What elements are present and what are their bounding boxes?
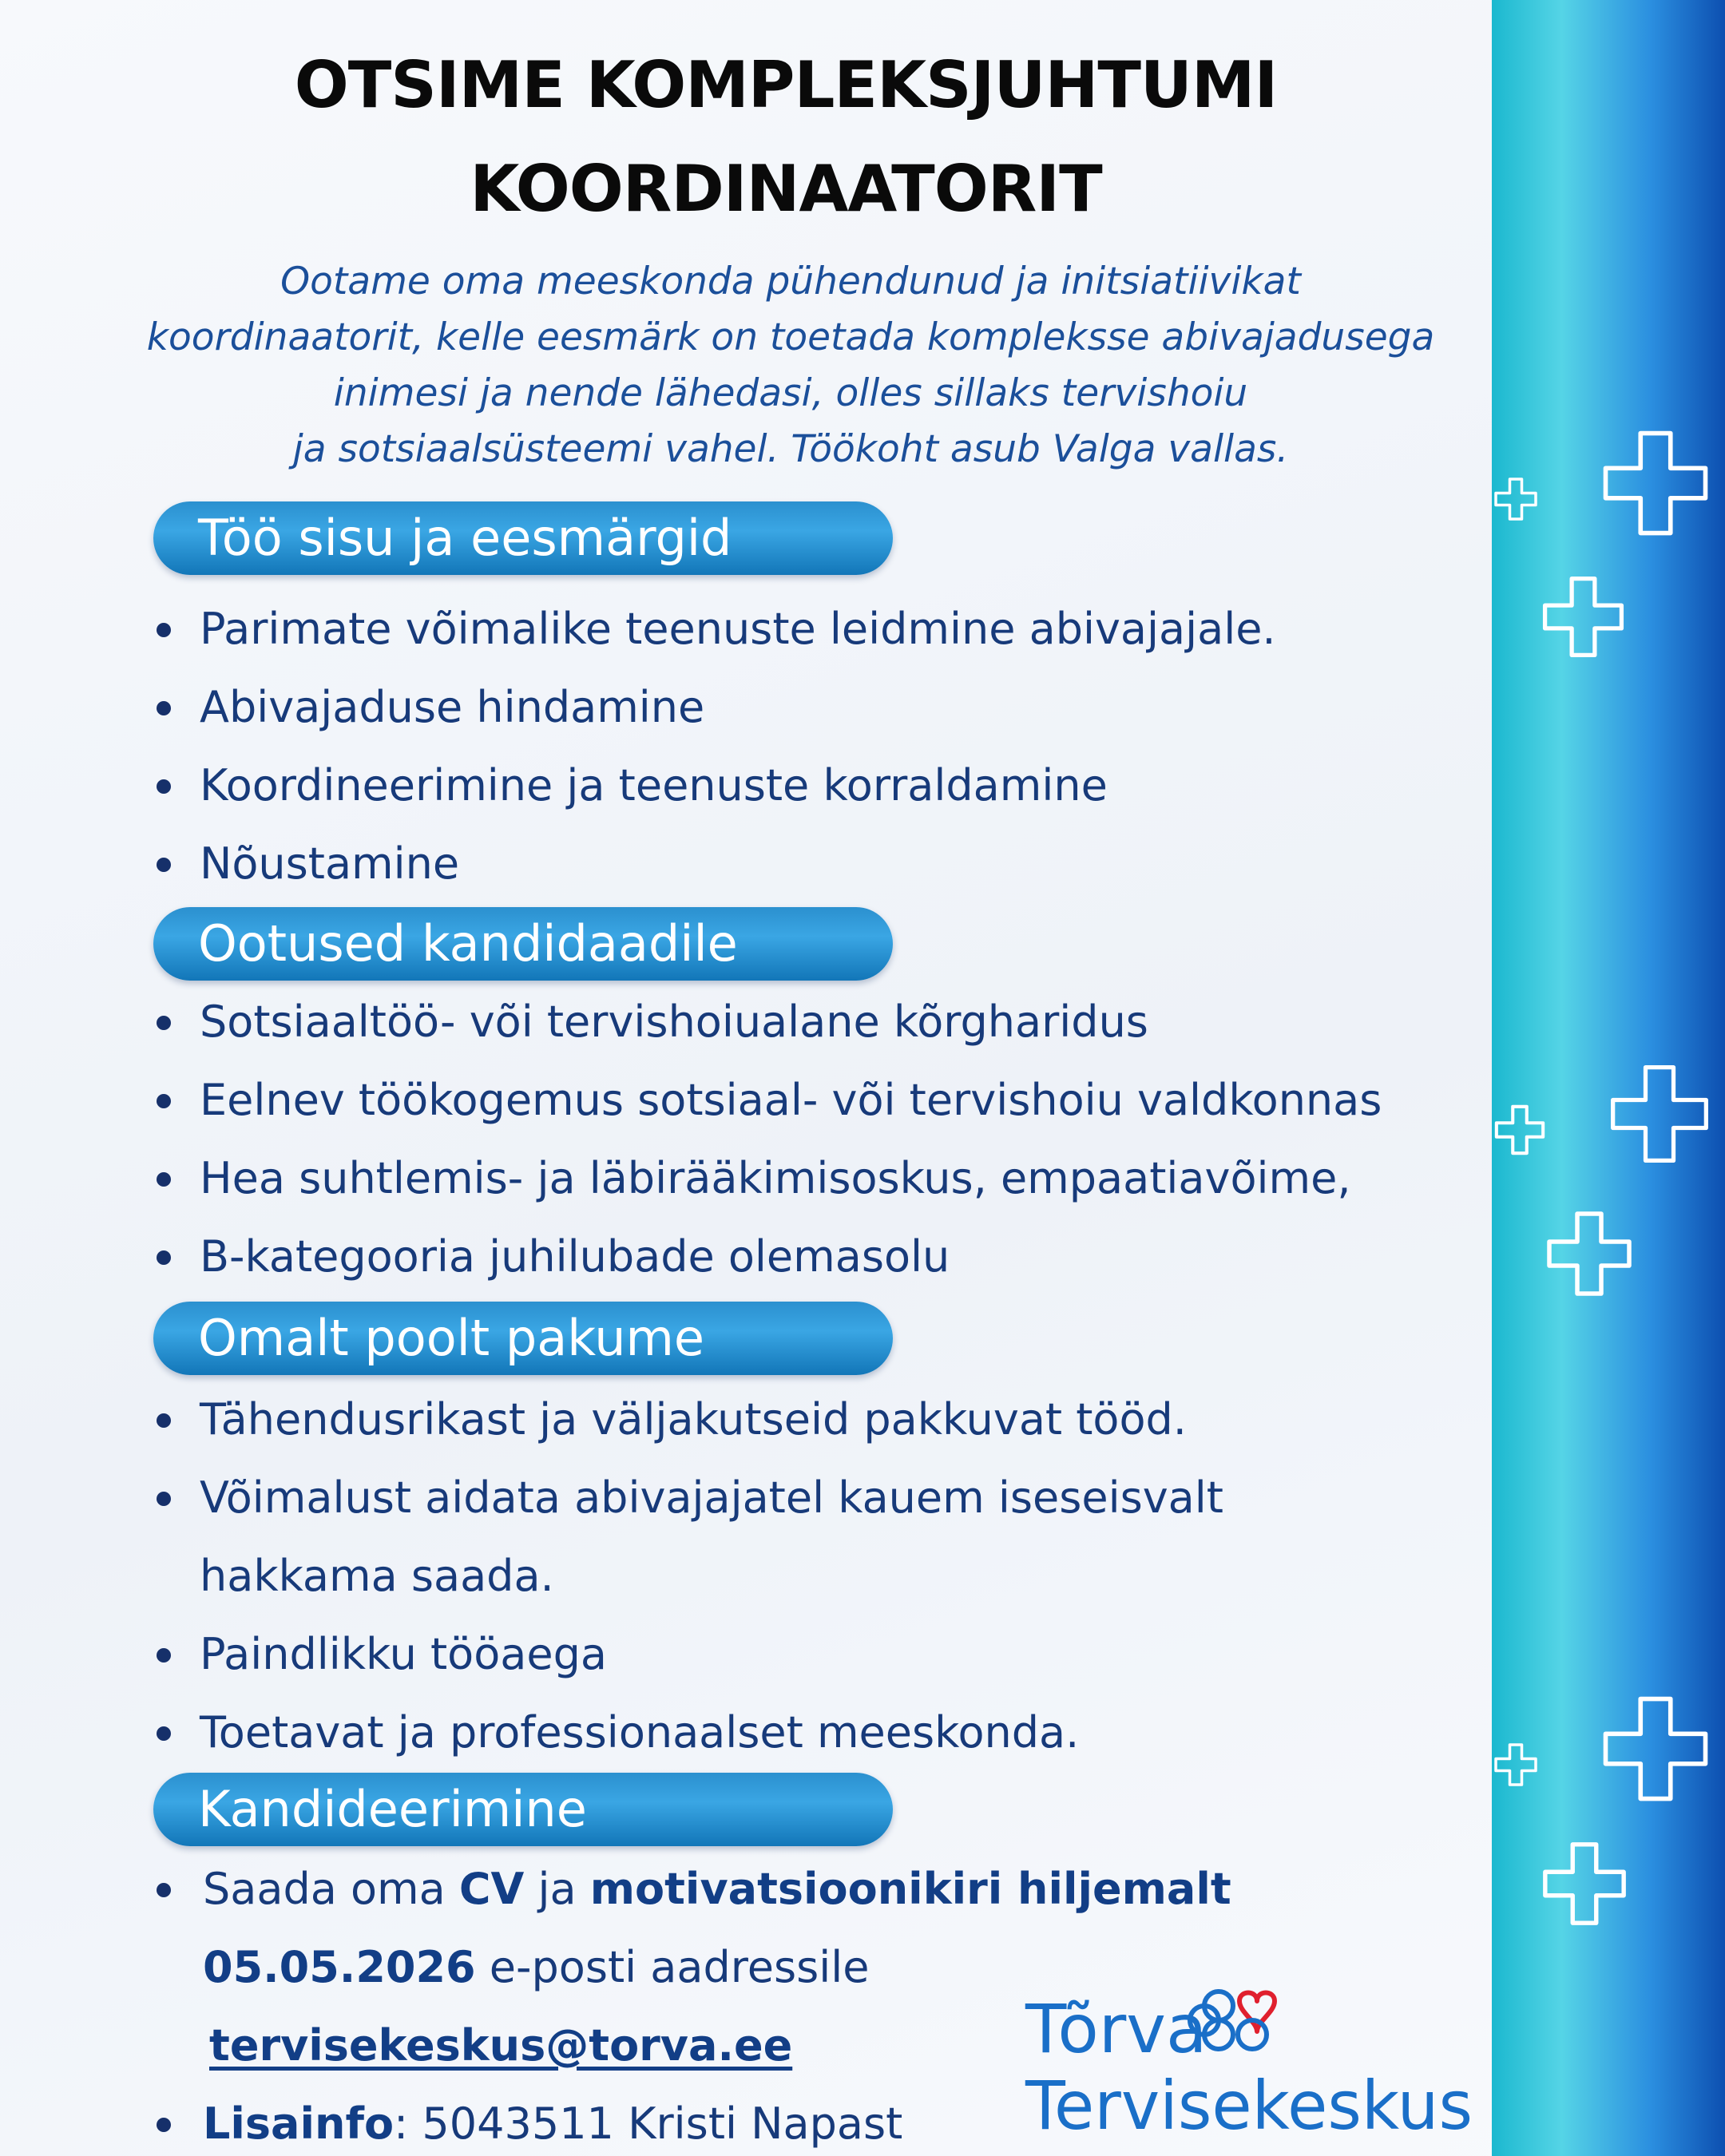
bullet-dot bbox=[157, 1172, 171, 1187]
plus-cross-icon bbox=[1537, 571, 1629, 663]
application-info-line bbox=[203, 2099, 902, 2150]
list-item: Toetavat ja professionaalset meeskonda. bbox=[200, 1707, 1080, 1758]
bullet-dot bbox=[157, 858, 171, 872]
intro-line-2: koordinaatorit, kelle eesmärk on toetada kompleksse abivajadusega bbox=[146, 315, 1435, 359]
application-text: e-posti aadressile bbox=[475, 1942, 870, 1992]
plus-cross-icon bbox=[1537, 1837, 1632, 1931]
plus-cross-icon bbox=[1492, 1102, 1548, 1158]
email-link[interactable]: tervisekeskus@torva.ee bbox=[209, 2020, 793, 2071]
bullet-dot bbox=[157, 1016, 171, 1030]
application-letter-deadline: motivatsioonikiri hiljemalt bbox=[589, 1864, 1231, 1914]
info-label: Lisainfo bbox=[203, 2099, 395, 2149]
list-item: Eelnev töökogemus sotsiaal- või tervishoiu valdkonnas bbox=[200, 1075, 1382, 1125]
torva-tervisekeskus-logo bbox=[1022, 1972, 1485, 2148]
plus-cross-icon bbox=[1604, 1054, 1715, 1174]
bullet-dot bbox=[157, 1726, 171, 1741]
list-item: Nõustamine bbox=[200, 838, 460, 889]
bullet-dot bbox=[157, 1883, 171, 1897]
bullet-dot bbox=[157, 1492, 171, 1506]
section-heading-expectations: Ootused kandidaadile bbox=[153, 907, 893, 981]
intro-line-1: Ootame oma meeskonda pühendunud ja initsiatiivikat bbox=[280, 260, 1301, 303]
application-text: Saada oma bbox=[203, 1864, 459, 1914]
bullet-dot bbox=[157, 1413, 171, 1428]
list-item: Paindlikku tööaega bbox=[200, 1629, 607, 1679]
page-title-line1: OTSIME KOMPLEKSJUHTUMI bbox=[294, 48, 1278, 122]
intro-line-4: ja sotsiaalsüsteemi vahel. Töökoht asub Valga vallas. bbox=[292, 427, 1289, 471]
list-item: Tähendusrikast ja väljakutseid pakkuvat tööd. bbox=[200, 1394, 1187, 1445]
bullet-dot bbox=[157, 2118, 171, 2132]
info-contact: : 5043511 Kristi Napast bbox=[394, 2099, 903, 2149]
logo-line2: Tervisekeskus bbox=[1025, 2067, 1473, 2145]
plus-cross-icon bbox=[1596, 423, 1715, 543]
application-cv: CV bbox=[458, 1864, 525, 1914]
intro-line-3: inimesi ja nende lähedasi, olles sillaks tervishoiu bbox=[333, 371, 1248, 415]
list-item: B-kategooria juhilubade olemasolu bbox=[200, 1231, 950, 1282]
list-item: Sotsiaaltöö- või tervishoiualane kõrgharidus bbox=[200, 997, 1148, 1047]
bullet-dot bbox=[157, 701, 171, 715]
list-item: Koordineerimine ja teenuste korraldamine bbox=[200, 760, 1108, 810]
application-date: 05.05.2026 bbox=[203, 1942, 476, 1992]
page-title-line2: KOORDINAATORIT bbox=[470, 152, 1102, 226]
bullet-dot bbox=[157, 1094, 171, 1108]
list-item: Abivajaduse hindamine bbox=[200, 682, 705, 732]
bullet-dot bbox=[157, 1648, 171, 1663]
bullet-dot bbox=[157, 779, 171, 794]
application-text: ja bbox=[524, 1864, 590, 1914]
section-heading-job-content: Töö sisu ja eesmärgid bbox=[153, 501, 893, 575]
plus-cross-icon bbox=[1596, 1689, 1715, 1809]
list-item: Võimalust aidata abivajajatel kauem iseseisvalt bbox=[200, 1472, 1223, 1523]
logo-line1: Tõrva bbox=[1025, 1990, 1208, 2068]
application-line-1 bbox=[203, 1864, 1231, 1915]
bullet-dot bbox=[157, 623, 171, 637]
plus-cross-icon bbox=[1492, 1737, 1540, 1793]
bullet-dot bbox=[157, 1250, 171, 1265]
logo-graphic bbox=[1022, 1972, 1485, 2148]
section-heading-we-offer: Omalt poolt pakume bbox=[153, 1302, 893, 1375]
plus-cross-icon bbox=[1492, 471, 1540, 527]
plus-cross-icon bbox=[1541, 1206, 1637, 1302]
list-item: Parimate võimalike teenuste leidmine abivajajale. bbox=[200, 604, 1276, 654]
list-item: Hea suhtlemis- ja läbirääkimisoskus, empaatiavõime, bbox=[200, 1153, 1351, 1203]
application-line-2 bbox=[203, 1942, 869, 1993]
list-item-continuation: hakkama saada. bbox=[200, 1551, 554, 1601]
section-heading-application: Kandideerimine bbox=[153, 1773, 893, 1846]
application-line-3 bbox=[209, 2020, 792, 2071]
